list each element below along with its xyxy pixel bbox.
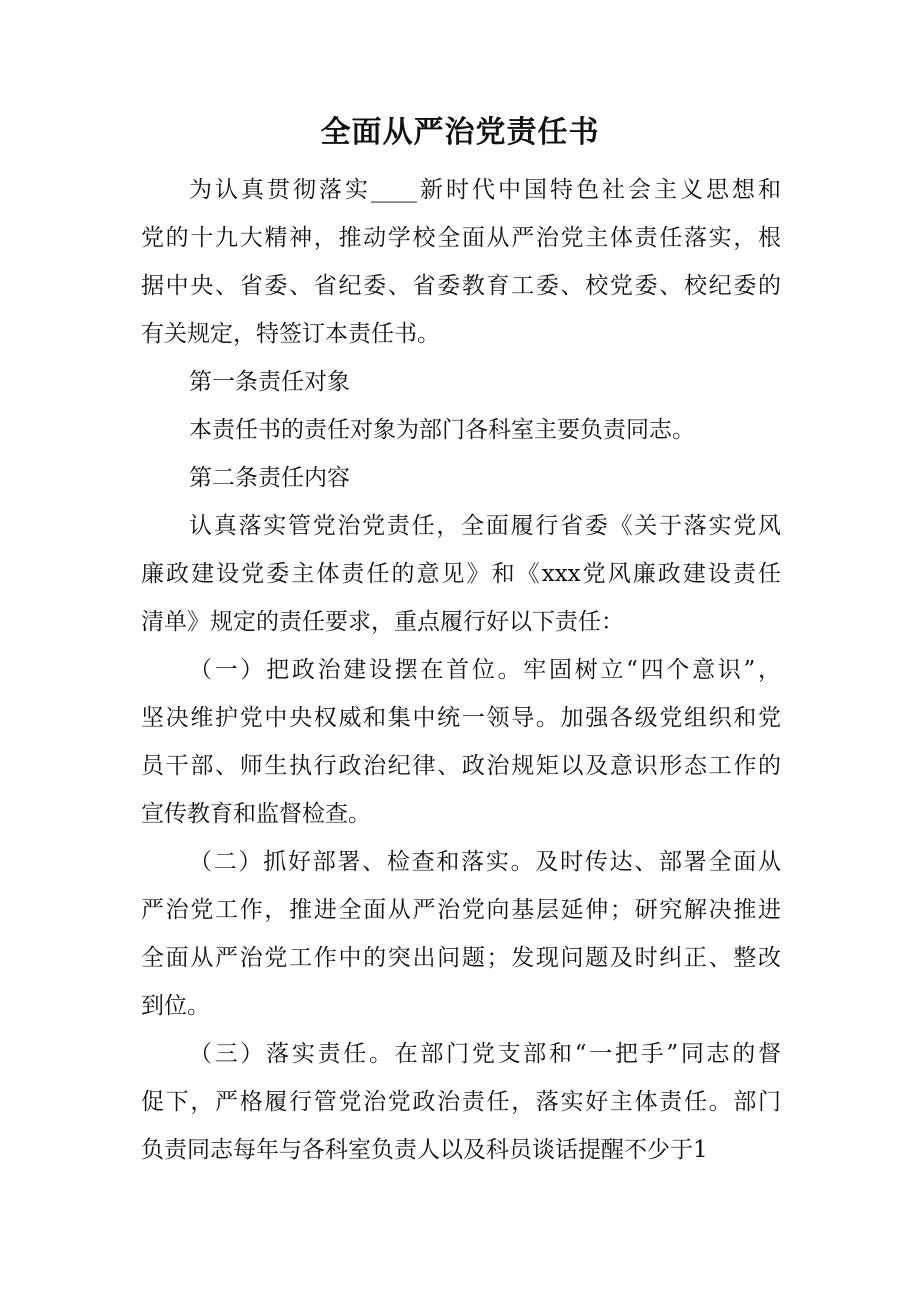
paragraph-line: 严治党工作，推进全面从严治党向基层延伸；研究解决推进: [141, 897, 781, 923]
paragraph-line: 据中央、省委、省纪委、省委教育工委、校党委、校纪委的: [141, 273, 781, 299]
paragraph-line: 第二条责任内容: [189, 465, 350, 491]
paragraph: [141, 1030, 781, 1174]
paragraph-line: 负责同志每年与各科室负责人以及科员谈话提醒不少于1: [141, 1137, 708, 1163]
paragraph: [141, 502, 781, 646]
paragraph-line: 党的十九大精神，推动学校全面从严治党主体责任落实，根: [141, 225, 781, 251]
paragraph-line: 有关规定，特签订本责任书。: [141, 321, 440, 347]
paragraph-line: 到位。: [141, 993, 210, 1019]
paragraph: [141, 166, 781, 358]
paragraph-line: 员干部、师生执行政治纪律、政治规矩以及意识形态工作的: [141, 753, 781, 779]
paragraph-line: 本责任书的责任对象为部门各科室主要负责同志。: [189, 417, 695, 443]
paragraph-line: （二）抓好部署、检查和落实。及时传达、部署全面从: [189, 849, 781, 875]
paragraph-line: 为认真贯彻落实____新时代中国特色社会主义思想和: [189, 177, 781, 203]
paragraph-line: 全面从严治党工作中的突出问题；发现问题及时纠正、整改: [141, 945, 781, 971]
paragraph-line: （一）把政治建设摆在首位。牢固树立“四个意识”，: [189, 657, 781, 683]
paragraph: [141, 838, 781, 1030]
paragraph-line: （三）落实责任。在部门党支部和“一把手”同志的督: [189, 1041, 781, 1067]
document-body: [141, 166, 781, 1174]
paragraph-line: 第一条责任对象: [189, 369, 350, 395]
paragraph-line: 宣传教育和监督检查。: [141, 801, 371, 827]
paragraph-line: 认真落实管党治党责任，全面履行省委《关于落实党风: [189, 513, 781, 539]
paragraph-line: 促下，严格履行管党治党政治责任，落实好主体责任。部门: [141, 1089, 781, 1115]
document-title: 全面从严治党责任书: [320, 115, 600, 150]
paragraph: [141, 454, 781, 502]
paragraph: [141, 406, 781, 454]
paragraph-line: 廉政建设党委主体责任的意见》和《xxx党风廉政建设责任: [141, 561, 781, 587]
paragraph-line: 坚决维护党中央权威和集中统一领导。加强各级党组织和党: [141, 705, 781, 731]
paragraph: [141, 646, 781, 838]
paragraph: [141, 358, 781, 406]
paragraph-line: 清单》规定的责任要求，重点履行好以下责任：: [141, 609, 624, 635]
